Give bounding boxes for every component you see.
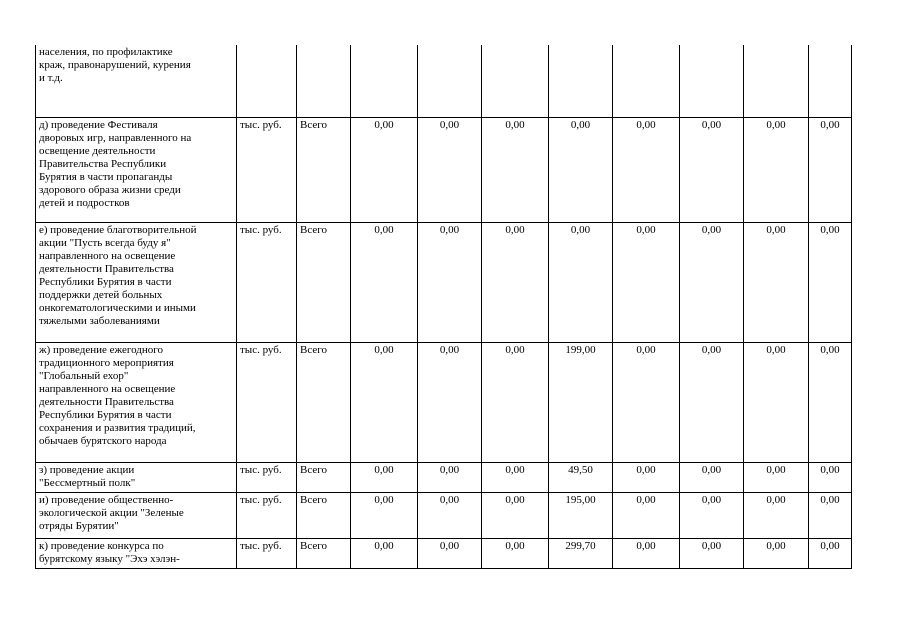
row-description: д) проведение Фестиваля дворовых игр, направленного на освещение деятельности Правительства Республики Бурятия в части пропаганды здорового образа жизни среди детей и подростков	[36, 117, 237, 222]
source-cell: Всего	[297, 342, 351, 462]
value-cell: 199,00	[549, 342, 613, 462]
unit-cell: тыс. руб.	[237, 538, 297, 568]
value-cell: 0,00	[809, 538, 852, 568]
unit-cell: тыс. руб.	[237, 462, 297, 492]
value-cell	[482, 45, 549, 117]
value-cell: 0,00	[744, 492, 809, 538]
table-row	[36, 462, 852, 492]
row-description: населения, по профилактике краж, правонарушений, курения и т.д.	[36, 45, 237, 117]
value-cell: 0,00	[680, 492, 744, 538]
source-cell	[297, 45, 351, 117]
value-cell: 0,00	[680, 342, 744, 462]
value-cell: 0,00	[744, 462, 809, 492]
value-cell: 0,00	[418, 222, 482, 342]
value-cell: 0,00	[351, 492, 418, 538]
value-cell: 0,00	[418, 492, 482, 538]
source-cell: Всего	[297, 462, 351, 492]
value-cell: 0,00	[549, 222, 613, 342]
value-cell: 0,00	[418, 342, 482, 462]
value-cell: 0,00	[680, 538, 744, 568]
value-cell: 299,70	[549, 538, 613, 568]
value-cell: 0,00	[351, 462, 418, 492]
value-cell	[744, 45, 809, 117]
value-cell: 0,00	[744, 117, 809, 222]
value-cell	[549, 45, 613, 117]
value-cell	[613, 45, 680, 117]
table-row	[36, 342, 852, 462]
row-description: з) проведение акции "Бессмертный полк"	[36, 462, 237, 492]
table-row	[36, 538, 852, 568]
value-cell: 0,00	[613, 222, 680, 342]
value-cell: 0,00	[680, 117, 744, 222]
value-cell: 0,00	[482, 462, 549, 492]
value-cell: 0,00	[613, 492, 680, 538]
source-cell: Всего	[297, 492, 351, 538]
table-row	[36, 117, 852, 222]
unit-cell	[237, 45, 297, 117]
source-cell: Всего	[297, 117, 351, 222]
value-cell: 0,00	[680, 462, 744, 492]
value-cell	[680, 45, 744, 117]
value-cell: 0,00	[809, 462, 852, 492]
value-cell: 0,00	[351, 342, 418, 462]
source-cell: Всего	[297, 222, 351, 342]
value-cell: 0,00	[809, 117, 852, 222]
table-row	[36, 492, 852, 538]
value-cell: 0,00	[809, 222, 852, 342]
value-cell	[418, 45, 482, 117]
value-cell: 0,00	[482, 117, 549, 222]
value-cell: 0,00	[613, 462, 680, 492]
unit-cell: тыс. руб.	[237, 342, 297, 462]
value-cell: 0,00	[809, 492, 852, 538]
unit-cell: тыс. руб.	[237, 117, 297, 222]
unit-cell: тыс. руб.	[237, 222, 297, 342]
value-cell: 0,00	[744, 538, 809, 568]
table-row	[36, 45, 852, 117]
value-cell: 49,50	[549, 462, 613, 492]
value-cell: 0,00	[351, 117, 418, 222]
row-description: ж) проведение ежегодного традиционного мероприятия "Глобальный ехор" направленного на освещение деятельности Правительства Республики Бурятия в части сохранения и развития традиций, обычаев бурятского народа	[36, 342, 237, 462]
unit-cell: тыс. руб.	[237, 492, 297, 538]
value-cell: 0,00	[613, 117, 680, 222]
value-cell	[351, 45, 418, 117]
source-cell: Всего	[297, 538, 351, 568]
row-description: к) проведение конкурса по бурятскому языку "Эхэ хэлэн-	[36, 538, 237, 568]
value-cell: 0,00	[809, 342, 852, 462]
value-cell: 0,00	[418, 117, 482, 222]
value-cell	[809, 45, 852, 117]
value-cell: 0,00	[613, 538, 680, 568]
value-cell: 0,00	[351, 538, 418, 568]
value-cell: 0,00	[418, 462, 482, 492]
row-description: и) проведение общественно- экологической акции "Зеленые отряды Бурятии"	[36, 492, 237, 538]
row-description: е) проведение благотворительной акции "Пусть всегда буду я" направленного на освещение деятельности Правительства Республики Бурятия в части поддержки детей больных онкогематологическими и иными тяжелыми заболеваниями	[36, 222, 237, 342]
value-cell: 0,00	[351, 222, 418, 342]
value-cell: 195,00	[549, 492, 613, 538]
value-cell: 0,00	[744, 222, 809, 342]
value-cell: 0,00	[613, 342, 680, 462]
budget-table	[35, 45, 852, 569]
value-cell: 0,00	[680, 222, 744, 342]
value-cell: 0,00	[482, 538, 549, 568]
table-row	[36, 222, 852, 342]
value-cell: 0,00	[482, 342, 549, 462]
value-cell: 0,00	[418, 538, 482, 568]
value-cell: 0,00	[482, 492, 549, 538]
value-cell: 0,00	[744, 342, 809, 462]
value-cell: 0,00	[482, 222, 549, 342]
value-cell: 0,00	[549, 117, 613, 222]
